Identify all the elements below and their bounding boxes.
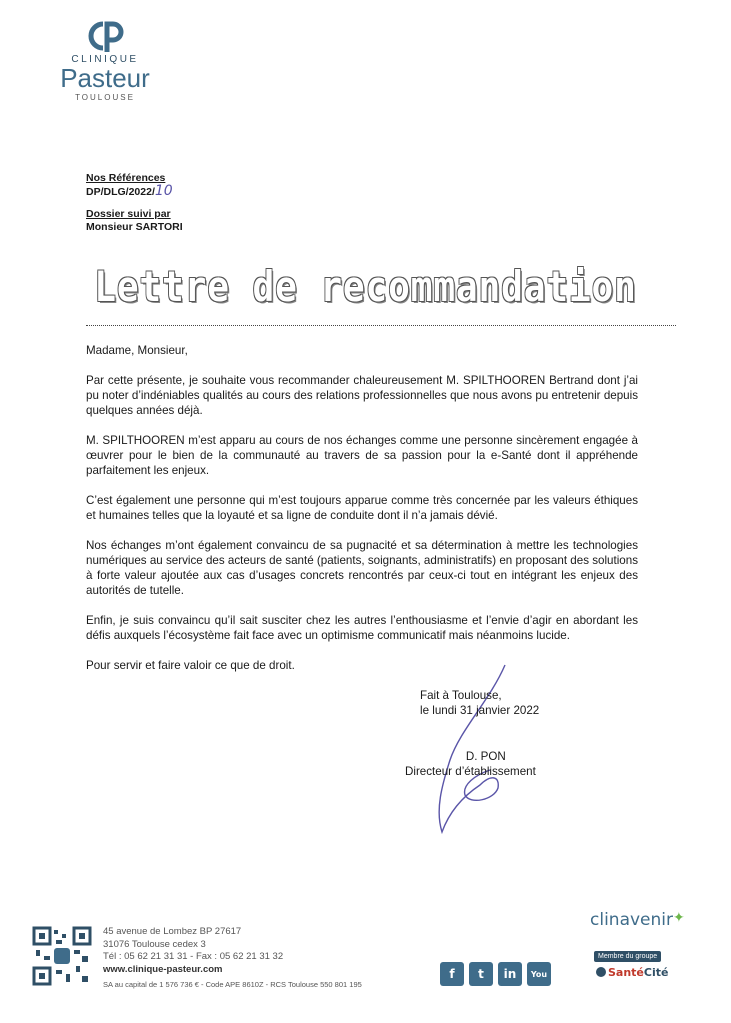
closing-line: Pour servir et faire valoir ce que de droit. <box>86 659 295 672</box>
references-block <box>86 172 183 234</box>
signatory-name: D. PON <box>465 750 506 763</box>
signature-place: Fait à Toulouse, <box>420 689 502 702</box>
body-paragraph: M. SPILTHOOREN m’est apparu au cours de nos échanges comme une personne sincèrement engagée à œuvrer pour le bien de la communauté au travers de sa passion pour la e-Santé dont il appréhende parfaitement les enjeux. <box>86 434 638 477</box>
signatory-block <box>405 749 536 779</box>
references-label: Nos Références <box>86 172 166 184</box>
social-links <box>440 962 551 986</box>
signature-date: le lundi 31 janvier 2022 <box>420 704 540 717</box>
signatory-role: Directeur d’établissement <box>405 765 536 778</box>
letter-title: Lettre de recommandation <box>94 262 637 311</box>
footer-address-2: 31076 Toulouse cedex 3 <box>103 938 206 950</box>
body-paragraph: C’est également une personne qui m’est toujours apparue comme très concernée par les valeurs éthiques et humaines telles que la loyauté et sa ligne de conduite dont il n’a jamais dévié. <box>86 494 638 522</box>
signature-place-date <box>420 688 539 718</box>
footer-phone: Tél : 05 62 21 31 31 - Fax : 05 62 21 31 32 <box>103 951 284 962</box>
clinic-logo <box>40 18 170 102</box>
plus-icon: ✦ <box>673 910 685 926</box>
footer-address-1: 45 avenue de Lombez BP 27617 <box>103 926 242 937</box>
dossier-person: Monsieur SARTORI <box>86 221 183 233</box>
logo-city-text: TOULOUSE <box>75 93 135 102</box>
footer-website-link[interactable]: www.clinique-pasteur.com <box>103 963 223 975</box>
santecite-logo <box>596 966 668 979</box>
reference-number-handwritten: 10 <box>154 183 173 199</box>
body-paragraph: Nos échanges m’ont également convaincu de sa pugnacité et sa détermination à mettre les technologies numériques au service des acteurs de santé (patients, soignants, administratifs) en proposant des solutions à forte valeur ajoutée aux cas d’usages concrets rencontrés par ceux-ci tout en intégrant les enjeux des autorités de tutelle. <box>86 539 638 597</box>
sante-text: Santé <box>608 966 644 979</box>
facebook-icon[interactable]: f <box>440 962 464 986</box>
cite-text: Cité <box>643 966 669 979</box>
qr-code-icon <box>32 926 92 986</box>
footer-legal: SA au capital de 1 576 736 € - Code APE 8610Z - RCS Toulouse 550 801 195 <box>103 980 362 989</box>
body-paragraph: Par cette présente, je souhaite vous recommander chaleureusement M. SPILTHOOREN Bertrand dont j’ai pu noter d’indéniables qualités au cours des relations professionnelles que nous avons pu entretenir depuis quelques années déjà. <box>86 374 638 417</box>
youtube-icon[interactable]: You <box>527 962 551 986</box>
membre-badge: Membre du groupe <box>594 951 661 962</box>
title-divider <box>86 325 676 326</box>
twitter-icon[interactable]: t <box>469 962 493 986</box>
reference-number-line <box>86 185 183 199</box>
santecite-mark-icon <box>596 967 606 977</box>
clinavenir-logo <box>590 910 685 930</box>
body-paragraph: Enfin, je suis convaincu qu’il sait susciter chez les autres l’enthousiasme et l’envie d’agir en abordant les défis auxquels l’écosystème fait face avec un optimisme communicatif mais néanmoins lucide. <box>86 614 638 642</box>
logo-clinique-text: CLINIQUE <box>71 54 139 65</box>
clinic-cp-logo-icon <box>83 18 127 54</box>
dossier-label: Dossier suivi par <box>86 208 171 220</box>
linkedin-icon[interactable]: in <box>498 962 522 986</box>
logo-name-text: Pasteur <box>60 63 150 93</box>
footer-contact <box>103 926 362 992</box>
clinavenir-text: clinavenir <box>590 910 673 930</box>
reference-number: DP/DLG/2022/ <box>86 186 155 198</box>
letter-body <box>86 343 638 688</box>
salutation: Madame, Monsieur, <box>86 344 188 357</box>
